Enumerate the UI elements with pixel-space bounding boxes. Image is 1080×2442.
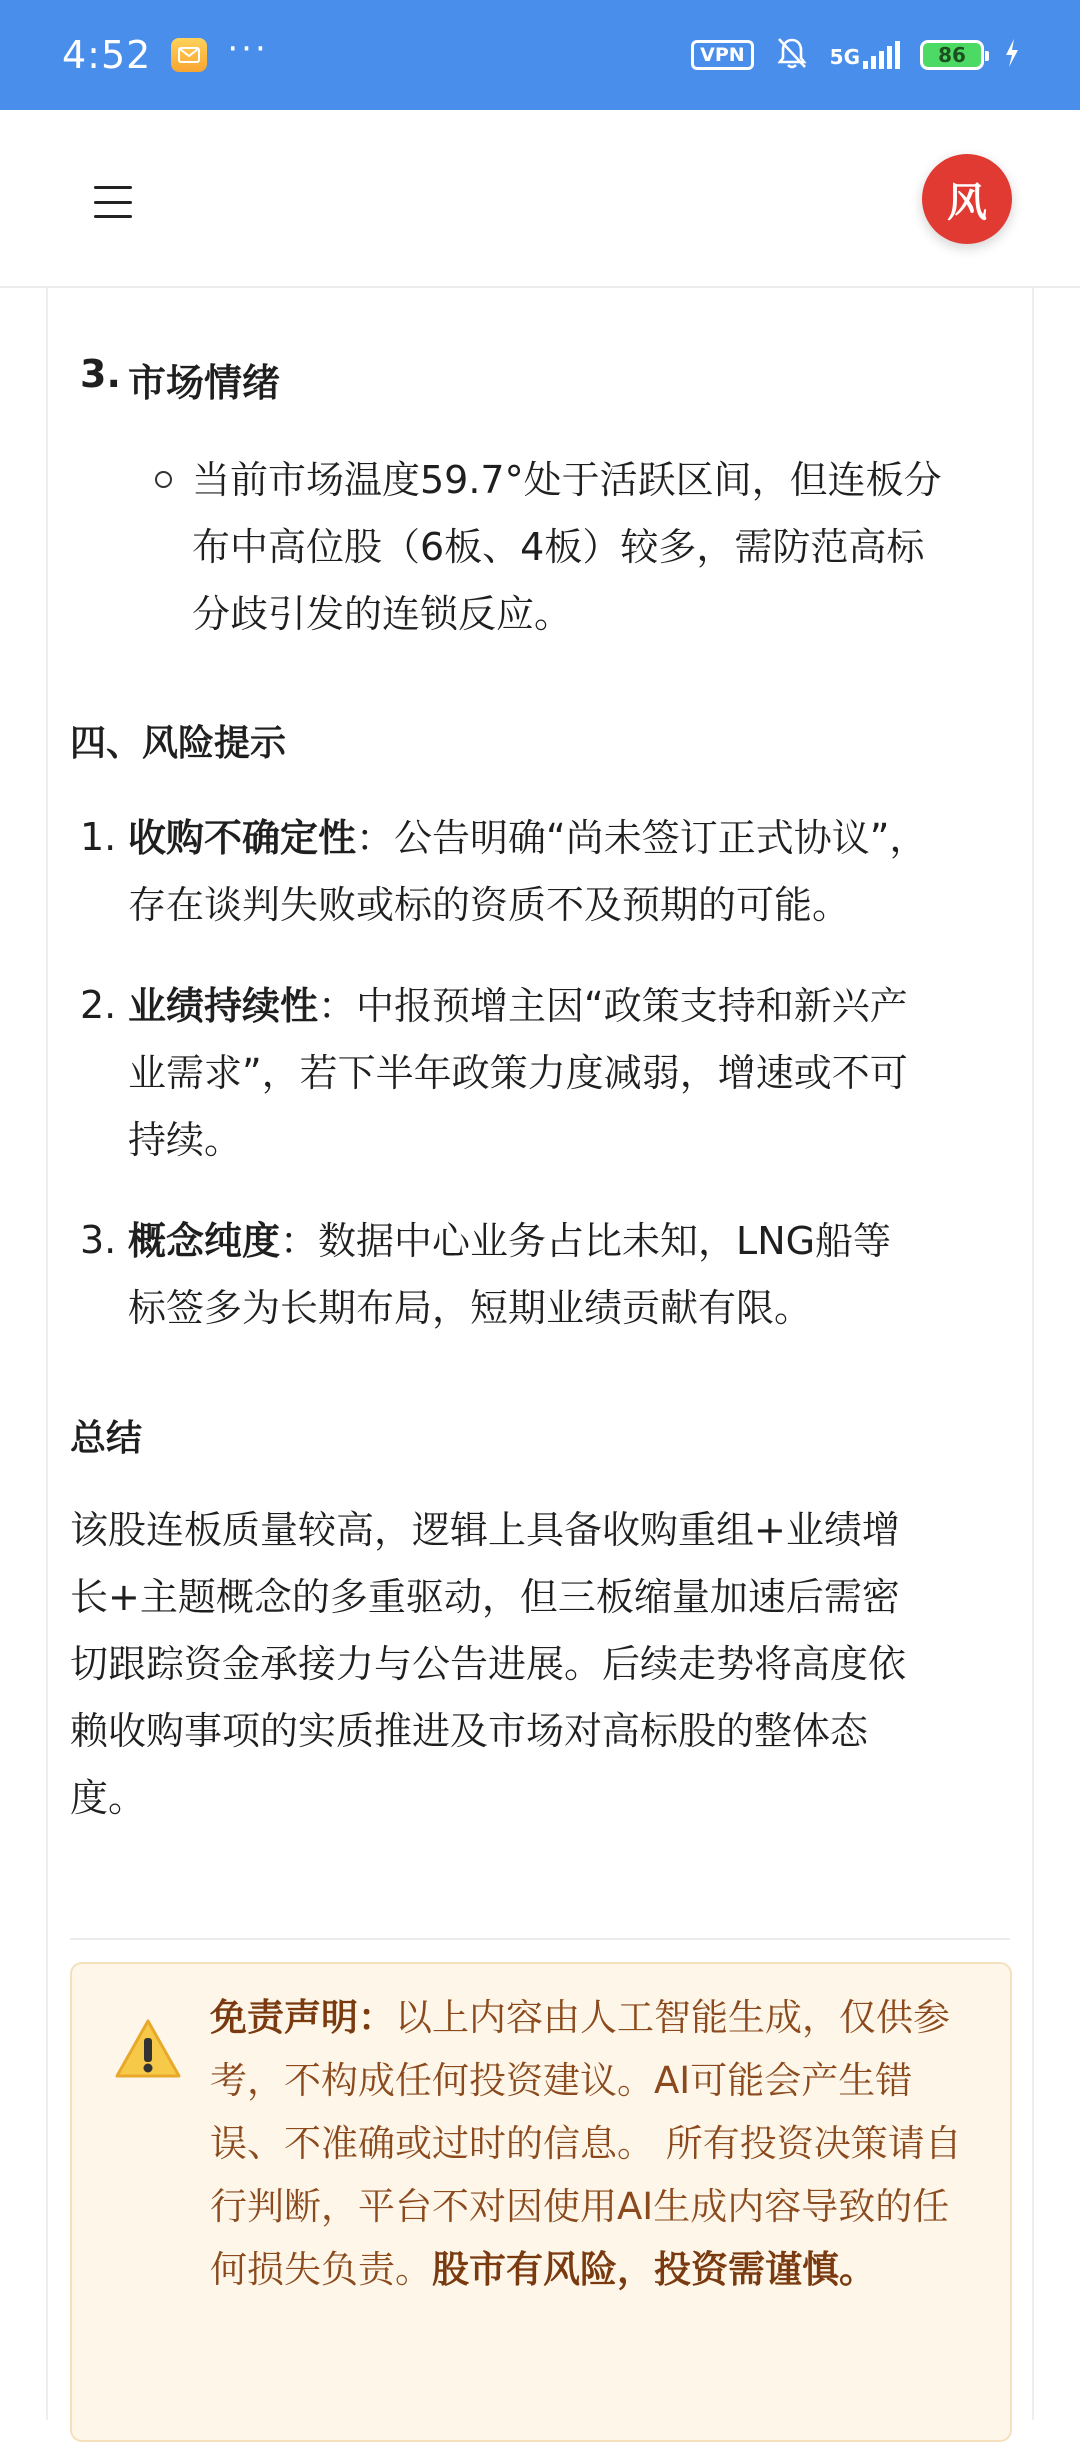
text-line: 持续。	[128, 1118, 243, 1162]
text-line: 存在谈判失败或标的资质不及预期的可能。	[128, 883, 851, 927]
bullet-circle-icon	[155, 471, 172, 488]
charging-icon	[1004, 38, 1020, 72]
mail-notification-icon	[171, 38, 207, 72]
risk-item-acquisition	[128, 805, 1028, 939]
risk-item-title: 收购不确定性	[128, 816, 357, 860]
text-line: ：公告明确“尚未签订正式协议”，	[356, 816, 928, 860]
vpn-icon: VPN	[691, 40, 754, 70]
status-bar	[0, 0, 1080, 110]
disclaimer-text	[210, 1986, 970, 2301]
list-number: 1.	[80, 815, 117, 859]
risk-item-title: 概念纯度	[128, 1219, 281, 1263]
market-sentiment-title: 市场情绪	[128, 361, 281, 405]
text-line: 度。	[70, 1776, 147, 1820]
disclaimer-body: 以上内容由人工智能生成，仅供参考，不构成任何投资建议。AI可能会产生错误、不准确或过时的信息。 所有投资决策请自行判断，平台不对因使用AI生成内容导致的任何损失负责。	[210, 1996, 962, 2291]
risk-section-heading: 四、风险提示	[70, 723, 287, 764]
list-number: 2.	[80, 983, 117, 1027]
mute-bell-icon	[774, 35, 810, 75]
text-line: 业需求”，若下半年政策力度减弱，增速或不可	[128, 1051, 908, 1095]
list-number: 3.	[80, 1218, 117, 1262]
risk-item-title: 业绩持续性	[128, 984, 319, 1028]
divider	[70, 1938, 1010, 1940]
disclaimer-label: 免责声明：	[210, 1996, 395, 2039]
avatar[interactable]: 风	[922, 154, 1012, 244]
text-line: 当前市场温度59.7°处于活跃区间，但连板分	[192, 458, 942, 502]
disclaimer-box	[70, 1962, 1012, 2442]
menu-icon	[94, 186, 132, 189]
menu-icon-line	[94, 201, 132, 204]
risk-item-concept	[128, 1208, 1028, 1342]
app-header	[0, 110, 1080, 288]
text-line: ：中报预增主因“政策支持和新兴产	[318, 984, 908, 1028]
status-time: 4:52	[62, 33, 152, 77]
menu-button[interactable]	[78, 172, 148, 232]
menu-icon-line	[94, 215, 132, 218]
text-line: 赖收购事项的实质推进及市场对高标股的整体态	[70, 1709, 869, 1753]
warning-icon	[114, 2018, 182, 2080]
text-line: 该股连板质量较高，逻辑上具备收购重组+业绩增	[70, 1508, 900, 1552]
text-line: 标签多为长期布局，短期业绩贡献有限。	[128, 1286, 813, 1330]
status-icons	[691, 35, 1020, 75]
battery-level: 86	[938, 43, 966, 67]
battery-icon	[920, 40, 984, 70]
summary-text	[70, 1497, 1020, 1832]
cellular-signal-icon	[830, 41, 900, 69]
text-line: 布中高位股（6板、4板）较多，需防范高标	[192, 525, 925, 569]
text-line: ：数据中心业务占比未知，LNG船等	[280, 1219, 892, 1263]
text-line: 切跟踪资金承接力与公告进展。后续走势将高度依	[70, 1642, 907, 1686]
risk-item-performance	[128, 973, 1028, 1174]
network-type: 5G	[829, 45, 860, 69]
more-notifications-icon: ···	[227, 29, 269, 69]
text-line: 长+主题概念的多重驱动，但三板缩量加速后需密	[70, 1575, 900, 1619]
disclaimer-warning: 股市有风险，投资需谨慎。	[432, 2248, 876, 2291]
summary-heading: 总结	[70, 1418, 143, 1459]
list-number: 3.	[80, 352, 121, 396]
text-line: 分歧引发的连锁反应。	[192, 592, 573, 636]
market-sentiment-text	[192, 447, 1022, 648]
